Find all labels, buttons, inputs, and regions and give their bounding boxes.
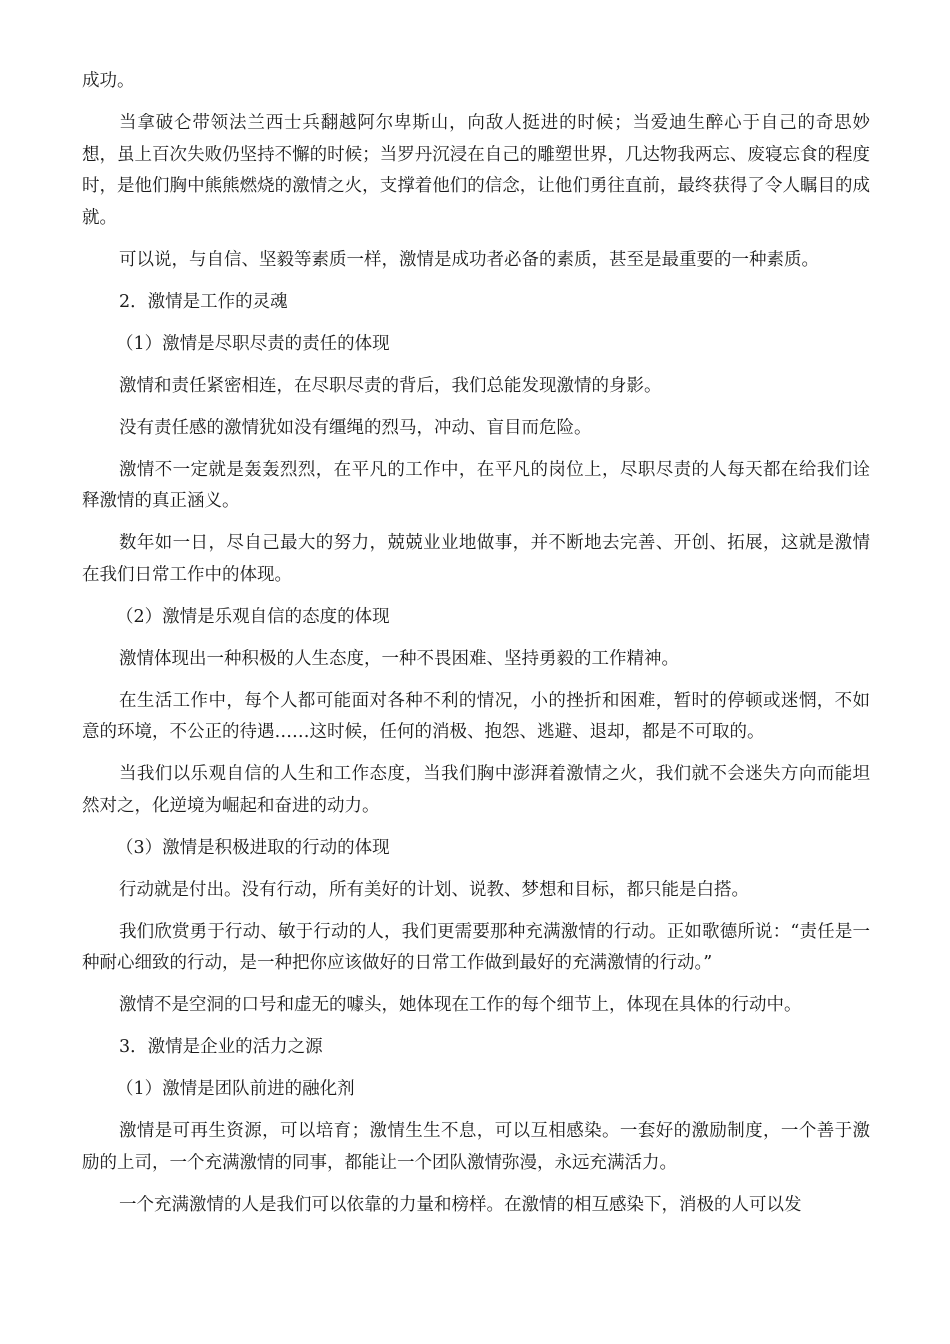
paragraph: 行动就是付出。没有行动，所有美好的计划、说教、梦想和目标，都只能是白搭。 — [119, 879, 749, 900]
paragraph: 激情是可再生资源，可以培育；激情生生不息，可以互相感染。一套好的激励制度，一个善于激励的上司，一个充满激情的同事，都能让一个团队激情弥漫，永远充满活力。 — [82, 1121, 870, 1173]
paragraph: 激情不一定就是轰轰烈烈，在平凡的工作中，在平凡的岗位上，尽职尽责的人每天都在给我们诠释激情的真正涵义。 — [82, 459, 870, 511]
document-page — [82, 66, 870, 1232]
section-heading: 2．激情是工作的灵魂 — [119, 291, 288, 312]
paragraph: 激情体现出一种积极的人生态度，一种不畏困难、坚持勇毅的工作精神。 — [119, 648, 679, 669]
paragraph: 可以说，与自信、坚毅等素质一样，激情是成功者必备的素质，甚至是最重要的一种素质。 — [119, 249, 819, 270]
paragraph: 我们欣赏勇于行动、敏于行动的人，我们更需要那种充满激情的行动。正如歌德所说：“责任是一种耐心细致的行动，是一种把你应该做好的日常工作做到最好的充满激情的行动。” — [82, 921, 870, 973]
subsection-heading: （2）激情是乐观自信的态度的体现 — [116, 606, 390, 627]
paragraph: 激情不是空洞的口号和虚无的噱头，她体现在工作的每个细节上，体现在具体的行动中。 — [119, 995, 802, 1015]
paragraph: 当我们以乐观自信的人生和工作态度，当我们胸中澎湃着激情之火，我们就不会迷失方向而能坦然对之，化逆境为崛起和奋进的动力。 — [82, 764, 870, 816]
paragraph-continuation: 成功。 — [82, 71, 135, 91]
subsection-heading: （1）激情是尽职尽责的责任的体现 — [116, 333, 390, 354]
section-heading: 3．激情是企业的活力之源 — [119, 1037, 323, 1057]
paragraph: 在生活工作中，每个人都可能面对各种不利的情况，小的挫折和困难，暂时的停顿或迷惘，不如意的环境，不公正的待遇……这时候，任何的消极、抱怨、逃避、退却，都是不可取的。 — [82, 690, 870, 742]
paragraph: 一个充满激情的人是我们可以依靠的力量和榜样。在激情的相互感染下，消极的人可以发 — [119, 1194, 802, 1215]
paragraph: 激情和责任紧密相连，在尽职尽责的背后，我们总能发现激情的身影。 — [119, 375, 662, 396]
paragraph: 数年如一日，尽自己最大的努力，兢兢业业地做事，并不断地去完善、开创、拓展，这就是激情在我们日常工作中的体现。 — [82, 533, 870, 585]
paragraph: 没有责任感的激情犹如没有缰绳的烈马，冲动、盲目而危险。 — [119, 417, 592, 438]
paragraph: 当拿破仑带领法兰西士兵翻越阿尔卑斯山，向敌人挺进的时候；当爱迪生醉心于自己的奇思妙想，虽上百次失败仍坚持不懈的时候；当罗丹沉浸在自己的雕塑世界，几达物我两忘、废寝忘食的程度时，是他们胸中熊熊燃烧的激情之火，支撑着他们的信念，让他们勇往直前，最终获得了令人瞩目的成就。 — [82, 113, 870, 228]
subsection-heading: （3）激情是积极进取的行动的体现 — [116, 837, 390, 858]
subsection-heading: （1）激情是团队前进的融化剂 — [116, 1079, 355, 1099]
